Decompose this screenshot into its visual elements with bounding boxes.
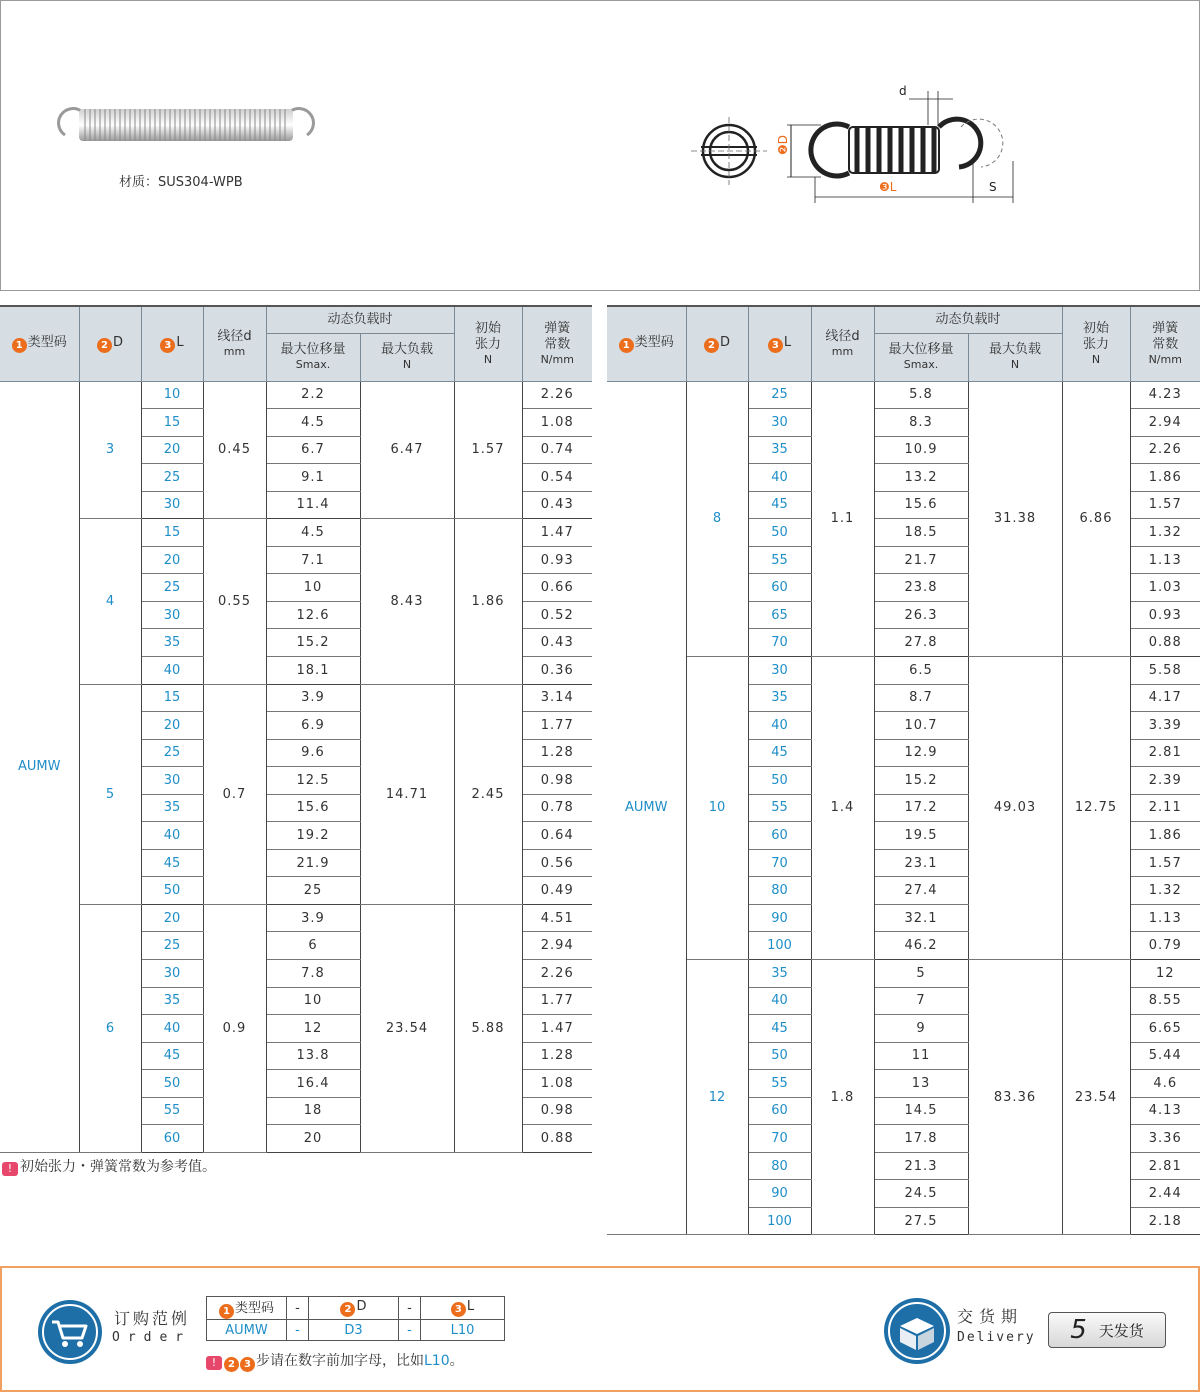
cell-D: 4 — [79, 519, 141, 684]
cell-wire-d: 0.7 — [203, 684, 266, 904]
cell-init-tension: 5.88 — [454, 904, 522, 1152]
delivery-box-icon — [882, 1296, 952, 1366]
col-rate: 弹簧常数 N/mm — [1130, 307, 1200, 381]
cell-L: 80 — [748, 1152, 811, 1180]
cell-L: 90 — [748, 1180, 811, 1208]
cell-smax: 6.7 — [266, 436, 360, 464]
cell-spring-rate: 2.44 — [1130, 1180, 1200, 1208]
dim-label-D: ❷D — [776, 135, 790, 155]
cell-smax: 46.2 — [874, 932, 968, 960]
cell-spring-rate: 8.55 — [1130, 987, 1200, 1015]
cell-L: 35 — [748, 959, 811, 987]
cell-smax: 32.1 — [874, 904, 968, 932]
order-h-D: 2 D — [309, 1297, 399, 1320]
cell-wire-d: 0.55 — [203, 519, 266, 684]
cell-smax: 20 — [266, 1125, 360, 1153]
cell-max-load: 14.71 — [360, 684, 454, 904]
cell-D: 8 — [686, 381, 748, 656]
cell-spring-rate: 1.32 — [1130, 519, 1200, 547]
cell-smax: 10 — [266, 574, 360, 602]
cell-smax: 6.5 — [874, 656, 968, 684]
dim-label-S: S — [989, 180, 997, 194]
cell-L: 50 — [748, 1042, 811, 1070]
cell-L: 30 — [141, 601, 203, 629]
cell-wire-d: 0.45 — [203, 381, 266, 519]
order-h-L: 3 L — [421, 1297, 505, 1320]
cell-smax: 11.4 — [266, 491, 360, 519]
cell-spring-rate: 1.47 — [522, 1015, 592, 1043]
col-dynamic: 动态负载时 — [266, 307, 454, 333]
cell-D: 12 — [686, 959, 748, 1234]
cell-wire-d: 1.4 — [811, 656, 874, 959]
cell-spring-rate: 1.57 — [1130, 849, 1200, 877]
order-title: 订购范例 — [114, 1309, 191, 1328]
order-dash: - — [287, 1320, 309, 1341]
cell-spring-rate: 0.56 — [522, 849, 592, 877]
col-D: 2 D — [686, 307, 748, 381]
cell-smax: 11 — [874, 1042, 968, 1070]
cell-init-tension: 12.75 — [1062, 656, 1130, 959]
cell-smax: 7.1 — [266, 546, 360, 574]
order-v-type: AUMW — [207, 1320, 287, 1341]
cell-D: 10 — [686, 656, 748, 959]
cell-spring-rate: 0.78 — [522, 794, 592, 822]
cell-spring-rate: 12 — [1130, 959, 1200, 987]
cell-L: 30 — [141, 491, 203, 519]
col-init: 初始张力 N — [1062, 307, 1130, 381]
cell-spring-rate: 3.14 — [522, 684, 592, 712]
cell-L: 20 — [141, 712, 203, 740]
cell-wire-d: 1.8 — [811, 959, 874, 1234]
reference-note: ! 初始张力・弹簧常数为参考值。 — [2, 1156, 216, 1176]
cell-L: 20 — [141, 546, 203, 574]
cell-L: 45 — [141, 1042, 203, 1070]
cell-smax: 15.6 — [266, 794, 360, 822]
col-init: 初始张力 N — [454, 307, 522, 381]
cell-type-code: AUMW — [607, 381, 686, 1235]
cell-smax: 17.2 — [874, 794, 968, 822]
cell-L: 45 — [748, 1015, 811, 1043]
cell-smax: 7 — [874, 987, 968, 1015]
cell-L: 30 — [141, 959, 203, 987]
spring-photo — [41, 101, 331, 161]
cell-spring-rate: 1.13 — [1130, 904, 1200, 932]
cell-spring-rate: 1.57 — [1130, 491, 1200, 519]
cell-spring-rate: 1.32 — [1130, 877, 1200, 905]
cell-smax: 18 — [266, 1097, 360, 1125]
cell-spring-rate: 2.26 — [522, 381, 592, 409]
col-wire: 线径d mm — [811, 307, 874, 381]
cell-D: 3 — [79, 381, 141, 519]
cell-smax: 14.5 — [874, 1097, 968, 1125]
cell-smax: 5.8 — [874, 381, 968, 409]
table-row — [607, 381, 1200, 409]
cell-spring-rate: 1.28 — [522, 739, 592, 767]
cell-L: 45 — [748, 491, 811, 519]
cell-L: 60 — [748, 574, 811, 602]
cell-L: 55 — [748, 546, 811, 574]
col-smax: 最大位移量 Smax. — [266, 333, 360, 381]
cell-spring-rate: 2.94 — [1130, 409, 1200, 437]
cell-max-load: 31.38 — [968, 381, 1062, 656]
cell-smax: 3.9 — [266, 904, 360, 932]
cell-max-load: 6.47 — [360, 381, 454, 519]
table-row — [0, 381, 592, 409]
cell-spring-rate: 1.03 — [1130, 574, 1200, 602]
cell-L: 30 — [748, 409, 811, 437]
table-row — [607, 656, 1200, 684]
cell-L: 50 — [141, 1070, 203, 1098]
cell-smax: 3.9 — [266, 684, 360, 712]
col-dynamic: 动态负载时 — [874, 307, 1062, 333]
cell-smax: 12 — [266, 1015, 360, 1043]
col-smax: 最大位移量 Smax. — [874, 333, 968, 381]
cell-L: 25 — [141, 739, 203, 767]
cell-spring-rate: 0.88 — [522, 1125, 592, 1153]
cell-smax: 15.2 — [266, 629, 360, 657]
warning-icon: ! — [2, 1162, 18, 1176]
cell-smax: 13 — [874, 1070, 968, 1098]
order-title-en: Order — [112, 1330, 192, 1345]
cell-L: 15 — [141, 409, 203, 437]
cell-smax: 2.2 — [266, 381, 360, 409]
cell-init-tension: 2.45 — [454, 684, 522, 904]
cell-L: 60 — [141, 1125, 203, 1153]
shopping-cart-icon — [36, 1298, 104, 1366]
cell-smax: 13.2 — [874, 464, 968, 492]
delivery-days: 5 — [1070, 1315, 1087, 1345]
cell-spring-rate: 0.36 — [522, 656, 592, 684]
cell-L: 45 — [748, 739, 811, 767]
order-delivery-panel — [0, 1266, 1200, 1392]
cell-smax: 9.1 — [266, 464, 360, 492]
cell-spring-rate: 2.18 — [1130, 1207, 1200, 1235]
cell-spring-rate: 0.98 — [522, 1097, 592, 1125]
cell-L: 25 — [748, 381, 811, 409]
table-row — [0, 684, 592, 712]
cell-smax: 18.1 — [266, 656, 360, 684]
cell-smax: 21.9 — [266, 849, 360, 877]
cell-smax: 27.4 — [874, 877, 968, 905]
material-label: 材质：SUS304-WPB — [119, 175, 243, 190]
cell-max-load: 83.36 — [968, 959, 1062, 1234]
order-v-L: L10 — [421, 1320, 505, 1341]
col-rate: 弹簧常数 N/mm — [522, 307, 592, 381]
product-image-panel — [0, 0, 1200, 291]
cell-L: 35 — [748, 684, 811, 712]
col-wire: 线径d mm — [203, 307, 266, 381]
cell-wire-d: 1.1 — [811, 381, 874, 656]
cell-smax: 13.8 — [266, 1042, 360, 1070]
cell-max-load: 49.03 — [968, 656, 1062, 959]
cell-L: 60 — [748, 822, 811, 850]
cell-L: 35 — [141, 629, 203, 657]
cell-smax: 16.4 — [266, 1070, 360, 1098]
table-row — [0, 519, 592, 547]
delivery-days-badge — [1048, 1312, 1166, 1348]
cell-smax: 24.5 — [874, 1180, 968, 1208]
cell-L: 35 — [141, 794, 203, 822]
cell-smax: 12.5 — [266, 767, 360, 795]
cell-spring-rate: 2.26 — [522, 959, 592, 987]
cell-smax: 10 — [266, 987, 360, 1015]
cell-spring-rate: 1.77 — [522, 712, 592, 740]
dim-label-L: ❸L — [879, 180, 897, 194]
cell-L: 20 — [141, 436, 203, 464]
cell-smax: 19.5 — [874, 822, 968, 850]
cell-spring-rate: 1.47 — [522, 519, 592, 547]
cell-L: 40 — [141, 822, 203, 850]
cell-smax: 15.6 — [874, 491, 968, 519]
order-example-table — [206, 1296, 505, 1341]
cell-smax: 21.3 — [874, 1152, 968, 1180]
cell-smax: 12.6 — [266, 601, 360, 629]
cell-smax: 6 — [266, 932, 360, 960]
cell-D: 5 — [79, 684, 141, 904]
warning-icon: ! — [206, 1356, 222, 1370]
cell-L: 10 — [141, 381, 203, 409]
cell-smax: 9.6 — [266, 739, 360, 767]
col-type: 1 类型码 — [607, 307, 686, 381]
cell-spring-rate: 5.44 — [1130, 1042, 1200, 1070]
order-dash: - — [399, 1297, 421, 1320]
cell-spring-rate: 4.6 — [1130, 1070, 1200, 1098]
cell-spring-rate: 2.11 — [1130, 794, 1200, 822]
left-spec-table — [0, 307, 592, 1153]
cell-spring-rate: 0.88 — [1130, 629, 1200, 657]
delivery-title: 交货期 — [957, 1307, 1024, 1326]
order-h-type: 1 类型码 — [207, 1297, 287, 1320]
cell-spring-rate: 4.13 — [1130, 1097, 1200, 1125]
cell-smax: 12.9 — [874, 739, 968, 767]
cell-L: 45 — [141, 849, 203, 877]
cell-spring-rate: 1.86 — [1130, 464, 1200, 492]
cell-spring-rate: 0.49 — [522, 877, 592, 905]
cell-spring-rate: 1.08 — [522, 1070, 592, 1098]
cell-spring-rate: 1.08 — [522, 409, 592, 437]
cell-spring-rate: 0.74 — [522, 436, 592, 464]
dim-label-d: d — [899, 84, 907, 98]
cell-L: 35 — [141, 987, 203, 1015]
cell-init-tension: 23.54 — [1062, 959, 1130, 1234]
cell-spring-rate: 0.93 — [522, 546, 592, 574]
cell-spring-rate: 1.13 — [1130, 546, 1200, 574]
cell-spring-rate: 2.26 — [1130, 436, 1200, 464]
cell-spring-rate: 2.39 — [1130, 767, 1200, 795]
cell-spring-rate: 2.94 — [522, 932, 592, 960]
cell-spring-rate: 4.51 — [522, 904, 592, 932]
cell-spring-rate: 6.65 — [1130, 1015, 1200, 1043]
delivery-title-en: Delivery — [957, 1330, 1036, 1345]
cell-L: 40 — [141, 1015, 203, 1043]
right-spec-table — [607, 307, 1200, 1235]
cell-init-tension: 1.86 — [454, 519, 522, 684]
cell-smax: 8.3 — [874, 409, 968, 437]
cell-smax: 10.7 — [874, 712, 968, 740]
cell-smax: 4.5 — [266, 409, 360, 437]
cell-L: 15 — [141, 684, 203, 712]
cell-L: 25 — [141, 574, 203, 602]
cell-L: 50 — [748, 519, 811, 547]
order-dash: - — [287, 1297, 309, 1320]
cell-max-load: 23.54 — [360, 904, 454, 1152]
cell-L: 30 — [141, 767, 203, 795]
cell-smax: 5 — [874, 959, 968, 987]
cell-smax: 23.8 — [874, 574, 968, 602]
cell-smax: 7.8 — [266, 959, 360, 987]
spring-dimension-diagram — [691, 81, 1031, 211]
cell-spring-rate: 0.66 — [522, 574, 592, 602]
cell-type-code: AUMW — [0, 381, 79, 1152]
cell-L: 55 — [141, 1097, 203, 1125]
cell-L: 70 — [748, 1125, 811, 1153]
order-v-D: D3 — [309, 1320, 399, 1341]
cell-spring-rate: 1.77 — [522, 987, 592, 1015]
cell-spring-rate: 0.64 — [522, 822, 592, 850]
cell-L: 35 — [748, 436, 811, 464]
cell-L: 20 — [141, 904, 203, 932]
cell-spring-rate: 3.36 — [1130, 1125, 1200, 1153]
cell-L: 55 — [748, 794, 811, 822]
cell-spring-rate: 3.39 — [1130, 712, 1200, 740]
cell-init-tension: 6.86 — [1062, 381, 1130, 656]
cell-spring-rate: 2.81 — [1130, 1152, 1200, 1180]
cell-spring-rate: 2.81 — [1130, 739, 1200, 767]
cell-smax: 25 — [266, 877, 360, 905]
cell-L: 100 — [748, 1207, 811, 1235]
cell-L: 100 — [748, 932, 811, 960]
col-D: 2 D — [79, 307, 141, 381]
col-maxload: 最大负载 N — [968, 333, 1062, 381]
cell-L: 90 — [748, 904, 811, 932]
cell-smax: 18.5 — [874, 519, 968, 547]
cell-smax: 27.5 — [874, 1207, 968, 1235]
cell-smax: 15.2 — [874, 767, 968, 795]
cell-L: 25 — [141, 932, 203, 960]
order-note: ! 2 3 步请在数字前加字母，比如L10。 — [206, 1350, 464, 1372]
cell-spring-rate: 0.52 — [522, 601, 592, 629]
cell-L: 65 — [748, 601, 811, 629]
col-L: 3 L — [748, 307, 811, 381]
col-type: 1 类型码 — [0, 307, 79, 381]
cell-smax: 10.9 — [874, 436, 968, 464]
cell-spring-rate: 0.98 — [522, 767, 592, 795]
cell-spring-rate: 4.23 — [1130, 381, 1200, 409]
delivery-days-label: 天发货 — [1098, 1321, 1144, 1340]
cell-spring-rate: 0.54 — [522, 464, 592, 492]
cell-L: 25 — [141, 464, 203, 492]
cell-spring-rate: 0.43 — [522, 629, 592, 657]
cell-L: 15 — [141, 519, 203, 547]
cell-spring-rate: 0.79 — [1130, 932, 1200, 960]
cell-smax: 21.7 — [874, 546, 968, 574]
cell-L: 40 — [748, 712, 811, 740]
cell-L: 70 — [748, 849, 811, 877]
cell-max-load: 8.43 — [360, 519, 454, 684]
cell-smax: 8.7 — [874, 684, 968, 712]
cell-smax: 17.8 — [874, 1125, 968, 1153]
cell-L: 40 — [748, 987, 811, 1015]
cell-L: 50 — [748, 767, 811, 795]
cell-L: 80 — [748, 877, 811, 905]
cell-smax: 19.2 — [266, 822, 360, 850]
cell-L: 30 — [748, 656, 811, 684]
cell-L: 40 — [748, 464, 811, 492]
table-row — [607, 959, 1200, 987]
cell-L: 70 — [748, 629, 811, 657]
cell-init-tension: 1.57 — [454, 381, 522, 519]
cell-spring-rate: 0.93 — [1130, 601, 1200, 629]
cell-smax: 6.9 — [266, 712, 360, 740]
cell-wire-d: 0.9 — [203, 904, 266, 1152]
cell-smax: 9 — [874, 1015, 968, 1043]
cell-smax: 26.3 — [874, 601, 968, 629]
cell-smax: 23.1 — [874, 849, 968, 877]
col-L: 3 L — [141, 307, 203, 381]
cell-smax: 4.5 — [266, 519, 360, 547]
cell-spring-rate: 0.43 — [522, 491, 592, 519]
cell-smax: 27.8 — [874, 629, 968, 657]
cell-L: 40 — [141, 656, 203, 684]
cell-L: 60 — [748, 1097, 811, 1125]
cell-spring-rate: 4.17 — [1130, 684, 1200, 712]
cell-spring-rate: 5.58 — [1130, 656, 1200, 684]
cell-D: 6 — [79, 904, 141, 1152]
table-row — [0, 904, 592, 932]
cell-spring-rate: 1.86 — [1130, 822, 1200, 850]
col-maxload: 最大负载 N — [360, 333, 454, 381]
cell-spring-rate: 1.28 — [522, 1042, 592, 1070]
order-dash: - — [399, 1320, 421, 1341]
cell-L: 55 — [748, 1070, 811, 1098]
cell-L: 50 — [141, 877, 203, 905]
